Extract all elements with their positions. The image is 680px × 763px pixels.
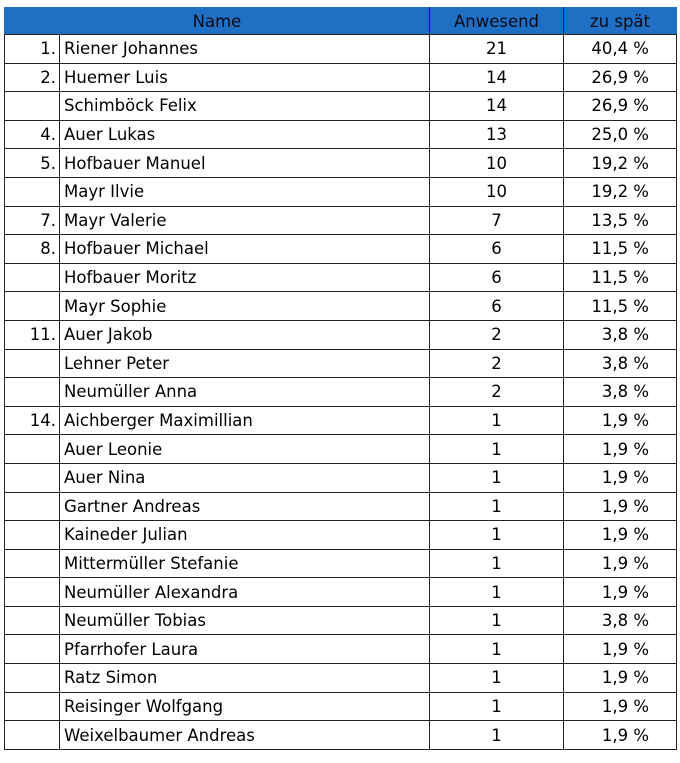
present-cell: 1 — [430, 664, 564, 693]
name-cell: Auer Lukas — [60, 120, 430, 149]
name-cell: Lehner Peter — [60, 349, 430, 378]
present-cell: 1 — [430, 406, 564, 435]
name-cell: Kaineder Julian — [60, 521, 430, 550]
rank-cell: 8. — [5, 235, 60, 264]
name-cell: Mayr Sophie — [60, 292, 430, 321]
name-cell: Mayr Ilvie — [60, 177, 430, 206]
rank-cell: 5. — [5, 149, 60, 178]
name-cell: Neumüller Alexandra — [60, 578, 430, 607]
table-header — [5, 8, 677, 35]
rank-cell — [5, 664, 60, 693]
table-row — [5, 721, 677, 750]
header-name: Name — [5, 8, 430, 35]
name-cell: Neumüller Anna — [60, 378, 430, 407]
present-cell: 21 — [430, 35, 564, 64]
table-row — [5, 320, 677, 349]
header-present: Anwesend — [430, 8, 564, 35]
table-row — [5, 463, 677, 492]
late-cell: 13,5 % — [564, 206, 677, 235]
present-cell: 14 — [430, 63, 564, 92]
late-cell: 1,9 % — [564, 549, 677, 578]
table-row — [5, 120, 677, 149]
table-row — [5, 435, 677, 464]
rank-cell — [5, 721, 60, 750]
present-cell: 1 — [430, 578, 564, 607]
present-cell: 1 — [430, 721, 564, 750]
rank-cell — [5, 292, 60, 321]
table-row — [5, 521, 677, 550]
rank-cell — [5, 463, 60, 492]
table-row — [5, 292, 677, 321]
late-cell: 11,5 % — [564, 235, 677, 264]
table-row — [5, 206, 677, 235]
table-row — [5, 378, 677, 407]
present-cell: 10 — [430, 177, 564, 206]
late-cell: 3,8 % — [564, 378, 677, 407]
rank-cell — [5, 635, 60, 664]
attendance-table — [4, 7, 677, 750]
table-body — [5, 35, 677, 750]
table-row — [5, 549, 677, 578]
present-cell: 2 — [430, 349, 564, 378]
late-cell: 1,9 % — [564, 435, 677, 464]
name-cell: Schimböck Felix — [60, 92, 430, 121]
table-row — [5, 149, 677, 178]
table-row — [5, 92, 677, 121]
late-cell: 3,8 % — [564, 320, 677, 349]
name-cell: Weixelbaumer Andreas — [60, 721, 430, 750]
late-cell: 1,9 % — [564, 406, 677, 435]
rank-cell: 14. — [5, 406, 60, 435]
name-cell: Riener Johannes — [60, 35, 430, 64]
name-cell: Auer Jakob — [60, 320, 430, 349]
present-cell: 1 — [430, 549, 564, 578]
present-cell: 2 — [430, 378, 564, 407]
name-cell: Auer Leonie — [60, 435, 430, 464]
table-row — [5, 664, 677, 693]
present-cell: 6 — [430, 263, 564, 292]
rank-cell — [5, 92, 60, 121]
name-cell: Aichberger Maximillian — [60, 406, 430, 435]
name-cell: Reisinger Wolfgang — [60, 692, 430, 721]
late-cell: 3,8 % — [564, 606, 677, 635]
table-row — [5, 635, 677, 664]
late-cell: 19,2 % — [564, 149, 677, 178]
table-row — [5, 606, 677, 635]
name-cell: Auer Nina — [60, 463, 430, 492]
name-cell: Pfarrhofer Laura — [60, 635, 430, 664]
late-cell: 19,2 % — [564, 177, 677, 206]
rank-cell — [5, 578, 60, 607]
rank-cell — [5, 521, 60, 550]
name-cell: Mayr Valerie — [60, 206, 430, 235]
rank-cell — [5, 177, 60, 206]
table-row — [5, 406, 677, 435]
name-cell: Neumüller Tobias — [60, 606, 430, 635]
late-cell: 1,9 % — [564, 578, 677, 607]
rank-cell: 2. — [5, 63, 60, 92]
late-cell: 11,5 % — [564, 292, 677, 321]
table-row — [5, 349, 677, 378]
present-cell: 1 — [430, 492, 564, 521]
late-cell: 25,0 % — [564, 120, 677, 149]
rank-cell — [5, 692, 60, 721]
rank-cell — [5, 549, 60, 578]
late-cell: 1,9 % — [564, 492, 677, 521]
rank-cell: 11. — [5, 320, 60, 349]
present-cell: 13 — [430, 120, 564, 149]
name-cell: Hofbauer Michael — [60, 235, 430, 264]
rank-cell — [5, 263, 60, 292]
late-cell: 11,5 % — [564, 263, 677, 292]
late-cell: 1,9 % — [564, 692, 677, 721]
late-cell: 1,9 % — [564, 463, 677, 492]
late-cell: 3,8 % — [564, 349, 677, 378]
late-cell: 26,9 % — [564, 92, 677, 121]
rank-cell: 4. — [5, 120, 60, 149]
table-row — [5, 235, 677, 264]
table-row — [5, 63, 677, 92]
late-cell: 1,9 % — [564, 664, 677, 693]
present-cell: 1 — [430, 606, 564, 635]
present-cell: 14 — [430, 92, 564, 121]
rank-cell — [5, 349, 60, 378]
name-cell: Hofbauer Moritz — [60, 263, 430, 292]
rank-cell — [5, 606, 60, 635]
table-row — [5, 578, 677, 607]
present-cell: 6 — [430, 292, 564, 321]
present-cell: 1 — [430, 635, 564, 664]
name-cell: Gartner Andreas — [60, 492, 430, 521]
name-cell: Huemer Luis — [60, 63, 430, 92]
table-row — [5, 692, 677, 721]
table-row — [5, 35, 677, 64]
name-cell: Hofbauer Manuel — [60, 149, 430, 178]
header-late: zu spät — [564, 8, 677, 35]
present-cell: 1 — [430, 692, 564, 721]
present-cell: 7 — [430, 206, 564, 235]
table-row — [5, 177, 677, 206]
present-cell: 10 — [430, 149, 564, 178]
present-cell: 6 — [430, 235, 564, 264]
name-cell: Ratz Simon — [60, 664, 430, 693]
rank-cell — [5, 492, 60, 521]
late-cell: 40,4 % — [564, 35, 677, 64]
present-cell: 1 — [430, 463, 564, 492]
late-cell: 26,9 % — [564, 63, 677, 92]
name-cell: Mittermüller Stefanie — [60, 549, 430, 578]
rank-cell — [5, 378, 60, 407]
present-cell: 1 — [430, 435, 564, 464]
late-cell: 1,9 % — [564, 721, 677, 750]
rank-cell — [5, 435, 60, 464]
present-cell: 1 — [430, 521, 564, 550]
rank-cell: 7. — [5, 206, 60, 235]
rank-cell: 1. — [5, 35, 60, 64]
late-cell: 1,9 % — [564, 635, 677, 664]
present-cell: 2 — [430, 320, 564, 349]
table-row — [5, 492, 677, 521]
late-cell: 1,9 % — [564, 521, 677, 550]
table-row — [5, 263, 677, 292]
